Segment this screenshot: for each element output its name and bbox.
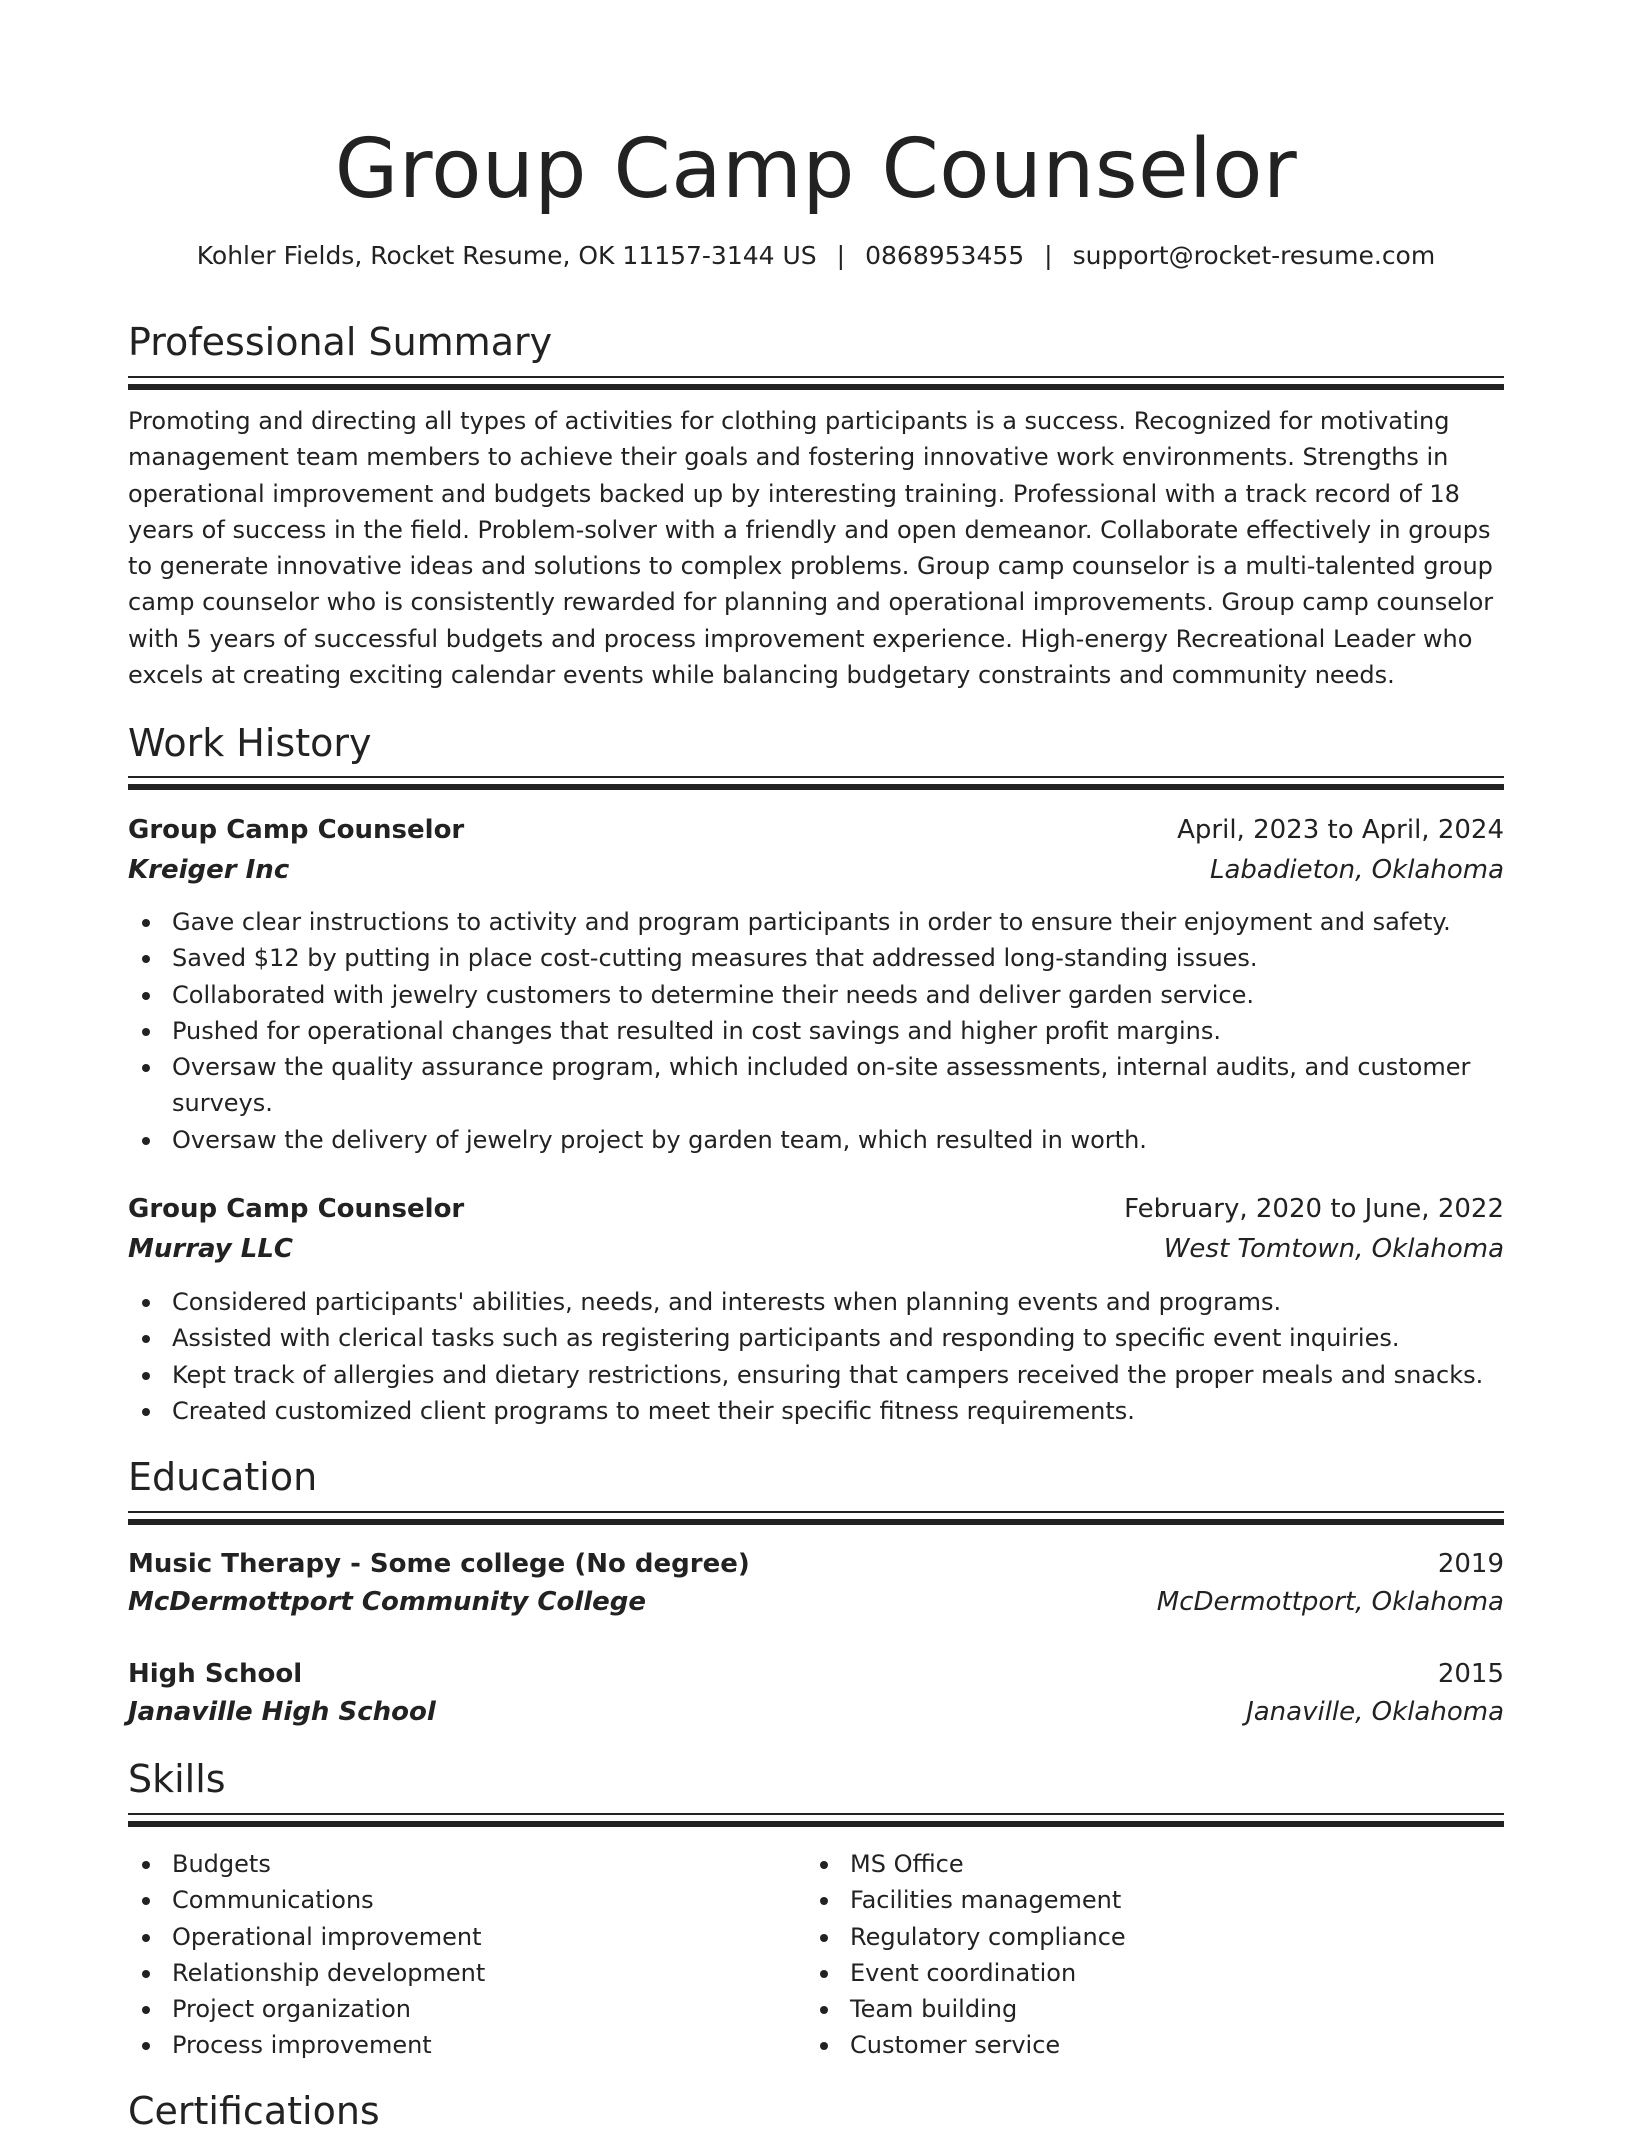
job-company: Kreiger Inc bbox=[128, 855, 290, 885]
list-item: Communications bbox=[172, 1882, 1504, 1918]
job-dates: April, 2023 to April, 2024 bbox=[1177, 815, 1504, 845]
job-title: Group Camp Counselor bbox=[128, 815, 465, 845]
job-title: Group Camp Counselor bbox=[128, 1194, 465, 1224]
contact-phone: 0868953455 bbox=[865, 241, 1025, 270]
section-title-certifications: Certifications bbox=[128, 2089, 380, 2133]
list-item: Relationship development bbox=[172, 1955, 1504, 1991]
list-item: Pushed for operational changes that resulted in cost savings and higher profit margins. bbox=[172, 1013, 1504, 1049]
contact-separator: | bbox=[1044, 241, 1053, 270]
list-item: Event coordination bbox=[850, 1955, 1632, 1991]
list-item: MS Office bbox=[850, 1846, 1632, 1882]
contact-separator: | bbox=[836, 241, 846, 270]
section-title-summary: Professional Summary bbox=[128, 320, 553, 364]
section-divider bbox=[128, 1511, 1504, 1523]
list-item: Customer service bbox=[850, 2027, 1632, 2063]
contact-address: Kohler Fields, Rocket Resume, OK 11157-3144 US bbox=[196, 241, 817, 270]
list-item: Collaborated with jewelry customers to determine their needs and deliver garden service. bbox=[172, 977, 1504, 1013]
list-item: Considered participants' abilities, needs, and interests when planning events and programs. bbox=[172, 1284, 1504, 1320]
section-divider bbox=[128, 376, 1504, 388]
list-item: Regulatory compliance bbox=[850, 1919, 1632, 1955]
contact-line bbox=[0, 238, 1632, 274]
list-item: Kept track of allergies and dietary restrictions, ensuring that campers received the proper meals and snacks. bbox=[172, 1357, 1504, 1393]
section-title-education: Education bbox=[128, 1455, 318, 1499]
job-company: Murray LLC bbox=[128, 1234, 293, 1264]
education-2-header bbox=[128, 1655, 1504, 1693]
job-1-company-row bbox=[128, 851, 1504, 889]
list-item: Gave clear instructions to activity and program participants in order to ensure their enjoyment and safety. bbox=[172, 904, 1504, 940]
list-item: Facilities management bbox=[850, 1882, 1632, 1918]
section-title-skills: Skills bbox=[128, 1757, 226, 1801]
job-2-header bbox=[128, 1190, 1504, 1228]
job-location: West Tomtown, Oklahoma bbox=[1163, 1234, 1504, 1264]
list-item: Created customized client programs to meet their specific fitness requirements. bbox=[172, 1393, 1504, 1429]
job-1-bullets bbox=[128, 904, 1504, 1158]
section-divider bbox=[128, 1813, 1504, 1825]
section-title-work: Work History bbox=[128, 721, 372, 765]
job-2-company-row bbox=[128, 1230, 1504, 1268]
job-dates: February, 2020 to June, 2022 bbox=[1124, 1194, 1504, 1224]
education-1-header bbox=[128, 1545, 1504, 1583]
list-item: Team building bbox=[850, 1991, 1632, 2027]
education-location: McDermottport, Oklahoma bbox=[1156, 1587, 1504, 1617]
list-item: Budgets bbox=[172, 1846, 1504, 1882]
education-year: 2015 bbox=[1437, 1659, 1504, 1689]
education-2-school-row bbox=[128, 1693, 1504, 1731]
job-2-bullets bbox=[128, 1284, 1504, 1429]
education-school: McDermottport Community College bbox=[128, 1587, 647, 1617]
candidate-name: Group Camp Counselor bbox=[334, 122, 1298, 217]
list-item: Saved $12 by putting in place cost-cutting measures that addressed long-standing issues. bbox=[172, 940, 1504, 976]
list-item: Oversaw the quality assurance program, which included on-site assessments, internal audits, and customer surveys. bbox=[172, 1049, 1504, 1122]
job-1-header bbox=[128, 811, 1504, 849]
list-item: Project organization bbox=[172, 1991, 1504, 2027]
education-school: Janaville High School bbox=[128, 1697, 436, 1727]
education-location: Janaville, Oklahoma bbox=[1246, 1697, 1504, 1727]
education-1-school-row bbox=[128, 1583, 1504, 1621]
summary-text: Promoting and directing all types of activities for clothing participants is a success. Recognized for motivating management team members to achieve their goals and fostering innovative work environments. Strengths in operational improvement and budgets backed up by interesting training. Professional with a track record of 18 years of success in the field. Problem-solver with a friendly and open demeanor. Collaborate effectively in groups to generate innovative ideas and solutions to complex problems. Group camp counselor is a multi-talented group camp counselor who is consistently rewarded for planning and operational improvements. Group camp counselor with 5 years of successful budgets and process improvement experience. High-energy Recreational Leader who excels at creating exciting calendar events while balancing budgetary constraints and community needs. bbox=[128, 407, 1494, 690]
education-year: 2019 bbox=[1437, 1549, 1504, 1579]
education-degree: High School bbox=[128, 1659, 303, 1689]
list-item: Oversaw the delivery of jewelry project by garden team, which resulted in worth. bbox=[172, 1122, 1504, 1158]
list-item: Operational improvement bbox=[172, 1919, 1504, 1955]
job-location: Labadieton, Oklahoma bbox=[1209, 855, 1504, 885]
education-degree: Music Therapy - Some college (No degree) bbox=[128, 1549, 750, 1579]
list-item: Process improvement bbox=[172, 2027, 1504, 2063]
section-divider bbox=[128, 776, 1504, 788]
list-item: Assisted with clerical tasks such as registering participants and responding to specific event inquiries. bbox=[172, 1320, 1504, 1356]
skills-list-right bbox=[806, 1846, 1632, 2064]
contact-email[interactable]: support@rocket-resume.com bbox=[1072, 241, 1436, 270]
